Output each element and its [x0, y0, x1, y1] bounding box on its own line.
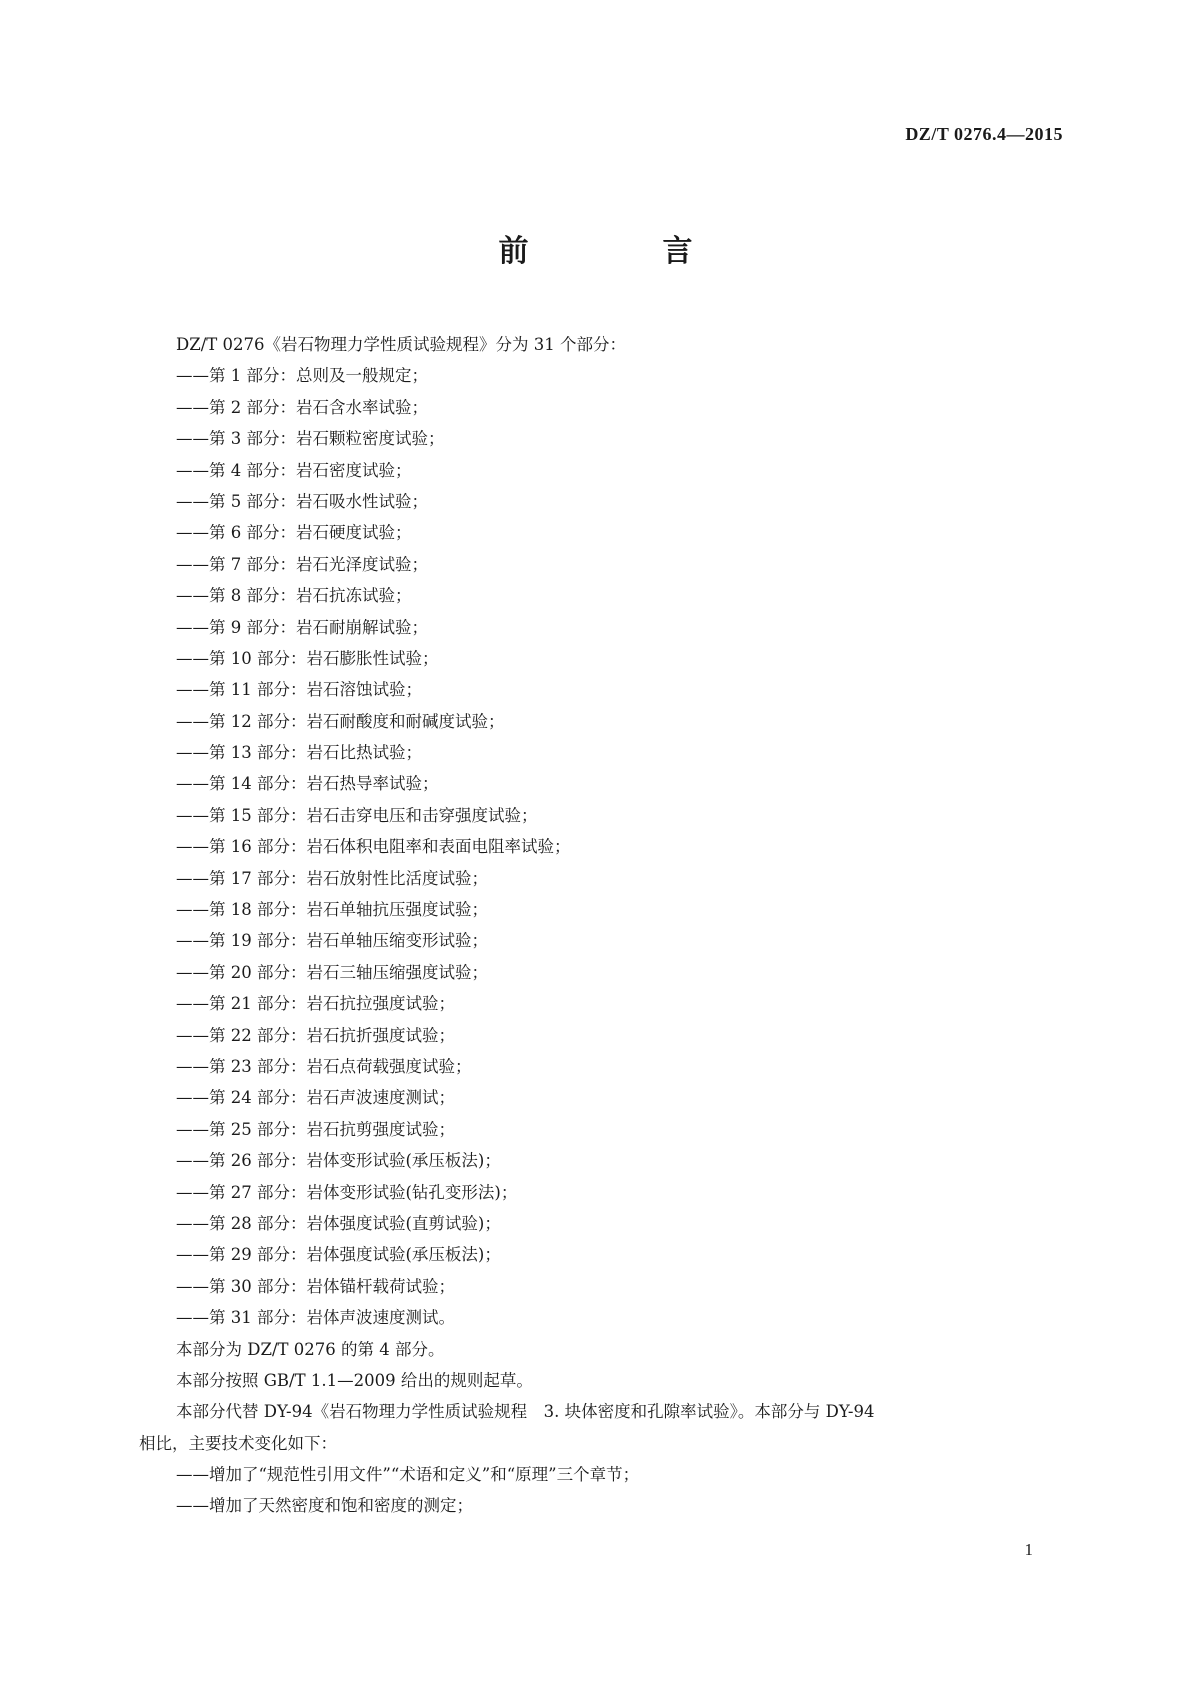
parts-list	[176, 360, 1066, 1333]
list-item: ——第 11 部分：岩石溶蚀试验；	[176, 680, 422, 700]
list-item: ——第 1 部分：总则及一般规定；	[176, 366, 428, 386]
list-item: ——第 4 部分：岩石密度试验；	[176, 460, 412, 480]
list-item: ——第 29 部分：岩体强度试验(承压板法)；	[176, 1245, 501, 1265]
list-item: ——增加了“规范性引用文件”“术语和定义”和“原理”三个章节；	[176, 1465, 640, 1485]
list-item: ——第 16 部分：岩石体积电阻率和表面电阻率试验；	[176, 837, 571, 857]
list-item: ——第 31 部分：岩体声波速度测试。	[176, 1308, 455, 1328]
list-item: ——第 9 部分：岩石耐崩解试验；	[176, 617, 428, 637]
page-number: 1	[1024, 1540, 1033, 1559]
list-item: ——第 7 部分：岩石光泽度试验；	[176, 554, 428, 574]
list-item: ——第 30 部分：岩体锚杆载荷试验；	[176, 1276, 455, 1296]
list-item: ——第 28 部分：岩体强度试验(直剪试验)；	[176, 1213, 501, 1233]
list-item: ——第 15 部分：岩石击穿电压和击穿强度试验；	[176, 805, 538, 825]
list-item: ——第 5 部分：岩石吸水性试验；	[176, 491, 428, 511]
list-item: ——第 6 部分：岩石硬度试验；	[176, 523, 412, 543]
list-item: ——第 14 部分：岩石热导率试验；	[176, 774, 439, 794]
document-body	[139, 329, 1066, 1522]
list-item: ——第 3 部分：岩石颗粒密度试验；	[176, 429, 445, 449]
page-title: 前 言	[498, 234, 745, 269]
replaces-paragraph-line1: 本部分代替 DY-94《岩石物理力学性质试验规程 3. 块体密度和孔隙率试验》。本部分与 DY-94	[176, 1402, 875, 1422]
list-item: ——第 12 部分：岩石耐酸度和耐碱度试验；	[176, 711, 505, 731]
list-item: ——第 20 部分：岩石三轴压缩强度试验；	[176, 962, 488, 982]
list-item: ——第 8 部分：岩石抗冻试验；	[176, 586, 412, 606]
list-item: ——第 19 部分：岩石单轴压缩变形试验；	[176, 931, 488, 951]
list-item: ——第 17 部分：岩石放射性比活度试验；	[176, 868, 488, 888]
changes-list	[176, 1459, 1066, 1522]
part-of-paragraph: 本部分为 DZ/T 0276 的第 4 部分。	[176, 1339, 445, 1359]
list-item: ——第 27 部分：岩体变形试验(钻孔变形法)；	[176, 1182, 518, 1202]
list-item: ——第 2 部分：岩石含水率试验；	[176, 397, 428, 417]
list-item: ——第 13 部分：岩石比热试验；	[176, 743, 422, 763]
list-item: ——第 23 部分：岩石点荷载强度试验；	[176, 1056, 472, 1076]
standard-code: DZ/T 0276.4—2015	[905, 124, 1063, 144]
list-item: ——第 25 部分：岩石抗剪强度试验；	[176, 1119, 455, 1139]
list-item: ——第 26 部分：岩体变形试验(承压板法)；	[176, 1151, 501, 1171]
list-item: ——第 21 部分：岩石抗拉强度试验；	[176, 994, 455, 1014]
list-item: ——增加了天然密度和饱和密度的测定；	[176, 1496, 473, 1516]
replaces-paragraph-line2: 相比，主要技术变化如下：	[139, 1433, 337, 1453]
rules-paragraph: 本部分按照 GB/T 1.1—2009 给出的规则起草。	[176, 1370, 533, 1390]
list-item: ——第 22 部分：岩石抗折强度试验；	[176, 1025, 455, 1045]
list-item: ——第 24 部分：岩石声波速度测试；	[176, 1088, 455, 1108]
list-item: ——第 10 部分：岩石膨胀性试验；	[176, 648, 439, 668]
list-item: ——第 18 部分：岩石单轴抗压强度试验；	[176, 900, 488, 920]
intro-paragraph: DZ/T 0276《岩石物理力学性质试验规程》分为 31 个部分：	[176, 335, 626, 354]
